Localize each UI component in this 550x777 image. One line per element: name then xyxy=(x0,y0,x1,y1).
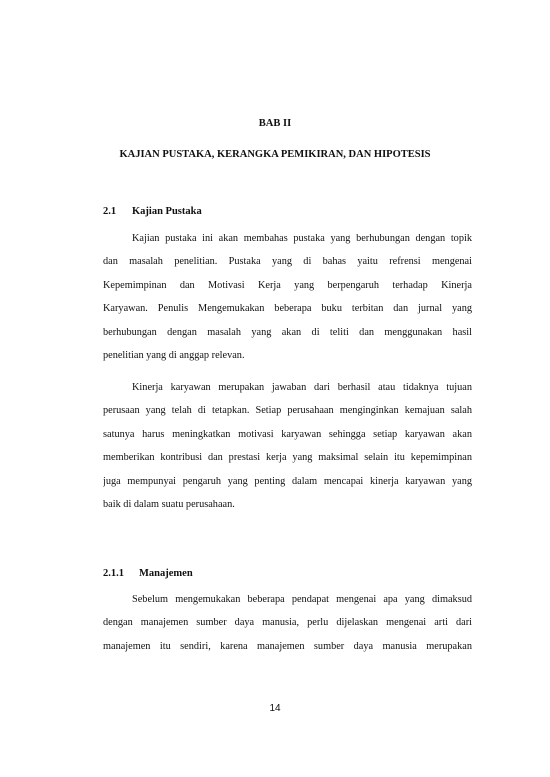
text-line: Karyawan. Penulis Mengemukakan beberapa buku terbitan dan jurnal yang xyxy=(103,303,472,315)
section-heading-2-1-1 xyxy=(103,567,193,581)
text-line: memberikan kontribusi dan prestasi kerja yang maksimal selain itu kepemimpinan xyxy=(103,452,472,464)
page-number: 14 xyxy=(269,703,281,714)
paragraph-kajian-pustaka-1 xyxy=(103,227,472,367)
text-line: berhubungan dengan masalah yang akan di teliti dan menggunakan hasil xyxy=(103,326,472,338)
section-title: Manajemen xyxy=(139,568,193,579)
chapter-title: KAJIAN PUSTAKA, KERANGKA PEMIKIRAN, DAN HIPOTESIS xyxy=(119,149,431,160)
text-line: dan masalah penelitian. Pustaka yang di bahas yaitu refrensi mengenai xyxy=(103,256,472,268)
chapter-label: BAB II xyxy=(258,118,292,129)
text-line: Kajian pustaka ini akan membahas pustaka yang berhubungan dengan topik xyxy=(132,233,472,244)
text-line: baik di dalam suatu perusahaan. xyxy=(103,498,235,510)
text-line: perusaan yang telah di tetapkan. Setiap perusahaan menginginkan kemajuan salah xyxy=(103,405,472,417)
text-line: satunya harus meningkatkan motivasi karyawan sehingga setiap karyawan akan xyxy=(103,428,472,440)
section-heading-2-1 xyxy=(103,205,202,219)
text-line: penelitian yang di anggap relevan. xyxy=(103,349,245,361)
text-line: manajemen itu sendiri, karena manajemen sumber daya manusia merupakan xyxy=(103,640,472,652)
text-line: Kepemimpinan dan Motivasi Kerja yang berpengaruh terhadap Kinerja xyxy=(103,279,472,291)
text-line: Kinerja karyawan merupakan jawaban dari berhasil atau tidaknya tujuan xyxy=(132,382,472,393)
paragraph-manajemen-1 xyxy=(103,588,472,658)
text-line: Sebelum mengemukakan beberapa pendapat mengenai apa yang dimaksud xyxy=(132,594,472,605)
text-line: dengan manajemen sumber daya manusia, perlu dijelaskan mengenai arti dari xyxy=(103,617,472,629)
section-number: 2.1 xyxy=(103,206,117,217)
section-number: 2.1.1 xyxy=(103,568,124,579)
paragraph-kajian-pustaka-2 xyxy=(103,376,472,516)
section-title: Kajian Pustaka xyxy=(132,206,202,217)
text-line: juga mempunyai pengaruh yang penting dalam mencapai kinerja karyawan yang xyxy=(103,475,472,487)
